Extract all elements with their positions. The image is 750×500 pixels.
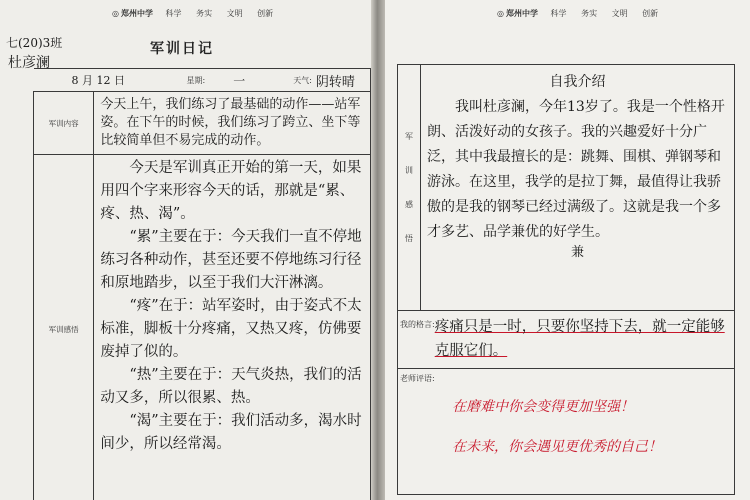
page-header-left	[112, 8, 285, 19]
intro-title: 自我介绍	[549, 74, 606, 90]
feeling-label: 军训感悟	[34, 155, 94, 500]
school-logo: ◎ 郑州中学	[497, 8, 538, 18]
book-spine	[371, 0, 385, 500]
motto-word: 务实	[196, 9, 213, 18]
left-page	[0, 0, 371, 500]
feeling-paragraph: “渴”主要在于：我们活动多，渴水时间少，所以经常渴。	[100, 413, 362, 452]
content-cell	[94, 92, 371, 155]
intro-note: 兼	[570, 245, 584, 260]
weekday-value: 一	[233, 73, 246, 88]
motto-text: 疼痛只是一时，只要你坚持下去，就一定能够克服它们。	[434, 319, 725, 359]
vertical-label	[398, 65, 421, 311]
intro-text: 我叫杜彦澜，今年13岁了。我是一个性格开朗、活泼好动的女孩子。我的兴趣爱好十分广泛，其中我最擅长的是：跳舞、围棋、弹钢琴和游泳。在这里，我学的是拉丁舞，最值得让我骄傲的是我的钢琴已经过满级了。这就是我一个多才多艺、品学兼优的好学生。	[427, 99, 725, 240]
motto-label: 我的格言:	[400, 320, 435, 329]
teacher-comment: 在未来，你会遇见更优秀的自己！	[452, 439, 662, 455]
feeling-paragraph: 今天是军训真正开始的第一天，如果用四个字来形容今天的话，那就是“累、疼、热、渴”。	[100, 160, 362, 222]
vertical-label-char: 感	[405, 199, 413, 209]
motto-word: 务实	[581, 9, 598, 18]
teacher-comment: 在磨难中你会变得更加坚强！	[452, 399, 634, 415]
intro-cell	[421, 65, 735, 311]
school-logo: ◎ 郑州中学	[112, 8, 153, 18]
teacher-label: 老师评语:	[400, 374, 435, 383]
motto-word: 科学	[165, 9, 182, 18]
right-page	[385, 0, 750, 500]
weekday-label: 星期:	[186, 75, 206, 85]
vertical-label-char: 悟	[405, 233, 413, 243]
info-row	[34, 69, 371, 92]
vertical-label-char: 训	[405, 165, 413, 175]
vertical-label-char: 军	[405, 131, 413, 141]
class-note: 七(20)3班	[6, 36, 63, 50]
date-value: 8 月 12 日	[71, 74, 125, 87]
motto-word: 创新	[257, 9, 274, 18]
feeling-cell	[94, 155, 371, 500]
intro-table	[397, 64, 735, 495]
content-text: 今天上午，我们练习了最基础的动作——站军姿。在下午的时候，我们练习了跨立、坐下等比较简单但不易完成的动作。	[100, 97, 361, 148]
motto-cell	[398, 311, 735, 369]
motto-word: 科学	[550, 9, 567, 18]
motto-word: 创新	[642, 9, 659, 18]
weather-label: 天气:	[293, 75, 312, 85]
feeling-paragraph: “累”主要在于：今天我们一直不停地练习各种动作，甚至还要不停地练习行径和原地踏步，以至于我们大汗淋漓。	[100, 229, 362, 291]
feeling-paragraph: “疼”在于：站军姿时，由于姿式不太标准，脚板十分疼痛，又热又疼，仿佛要废掉了似的。	[100, 298, 362, 360]
page-header-right	[497, 8, 670, 19]
student-name-note: 杜彦澜	[8, 55, 50, 71]
content-label: 军训内容	[34, 92, 94, 155]
diary-table	[33, 68, 371, 500]
weather-value: 阴转晴	[315, 74, 355, 90]
motto-word: 文明	[226, 9, 243, 18]
teacher-cell	[398, 369, 735, 495]
feeling-paragraph: “热”主要在于：天气炎热，我们的活动又多，所以很累、热。	[100, 367, 362, 406]
diary-title: 军训日记	[150, 41, 214, 57]
motto-word: 文明	[611, 9, 628, 18]
